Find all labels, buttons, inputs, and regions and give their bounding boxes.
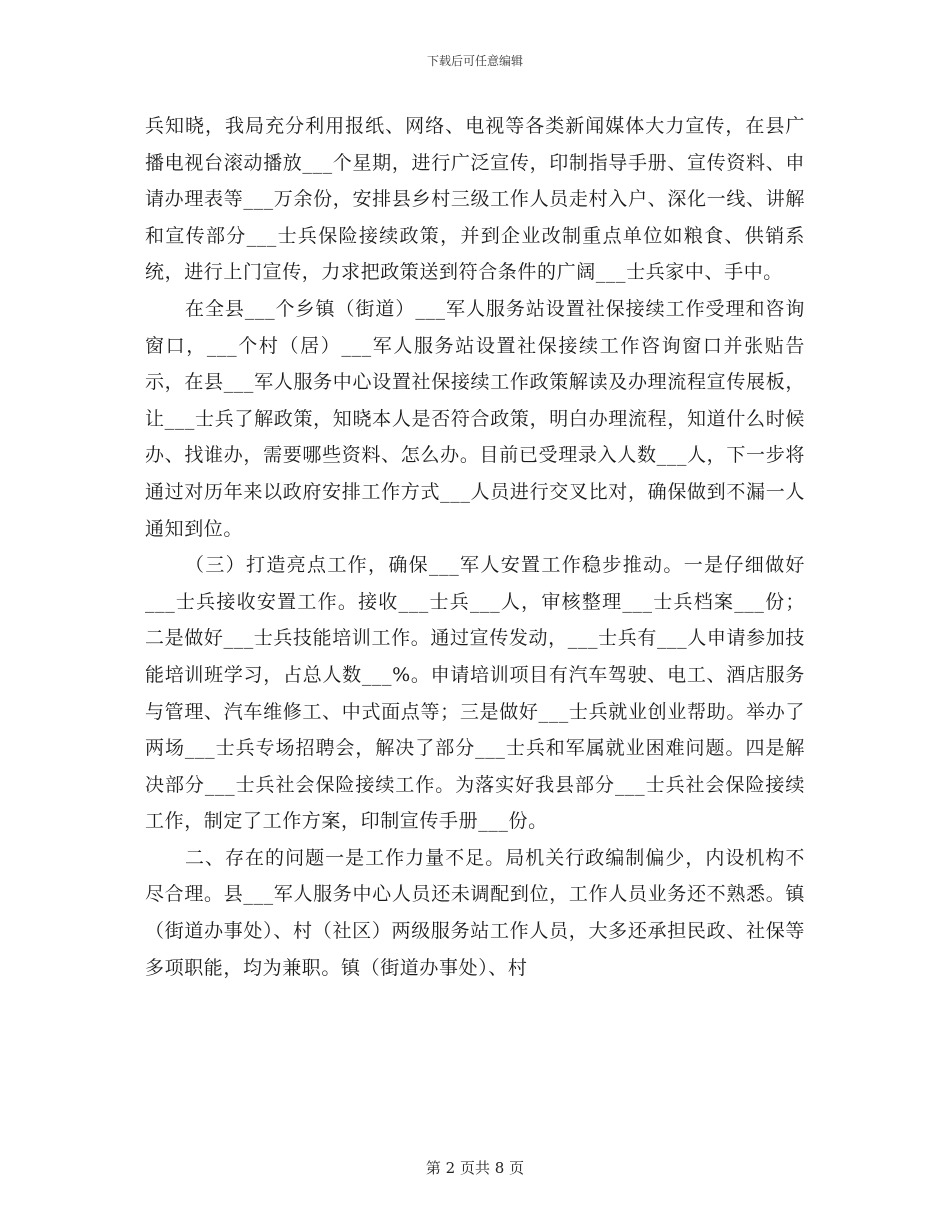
page-header-note: 下载后可任意编辑 xyxy=(426,54,523,68)
paragraph-highlight-work: （三）打造亮点工作，确保___军人安置工作稳步推动。一是仔细做好___士兵接收安置工作。接收___士兵___人，审核整理___士兵档案___份；二是做好___士兵技能培训工作。通过宣传发动，___士兵有___人申请参加技能培训班学习，占总人数___%。申请培训项目有汽车驾驶、电工、酒店服务与管理、汽车维修工、中式面点等；三是做好___士兵就业创业帮助。举办了两场___士兵专场招聘会，解决了部分___士兵和军属就业困难问题。四是解决部分___士兵社会保险接续工作。为落实好我县部分___士兵社会保险接续工作，制定了工作方案，印制宣传手册___份。 xyxy=(145,554,805,833)
document-body xyxy=(145,108,805,986)
page-number: 第 2 页共 8 页 xyxy=(425,1159,525,1177)
paragraph-service-stations: 在全县___个乡镇（街道）___军人服务站设置社保接续工作受理和咨询窗口，___个村（居）___军人服务站设置社保接续工作咨询窗口并张贴告示，在县___军人服务中心设置社保接续工作政策解读及办理流程宣传展板，让___士兵了解政策，知晓本人是否符合政策，明白办理流程，知道什么时候办、找谁办，需要哪些资料、怎么办。目前已受理录入人数___人，下一步将通过对历年来以政府安排工作方式___人员进行交叉比对，确保做到不漏一人通知到位。 xyxy=(145,297,805,540)
paragraph-continuation: 兵知晓，我局充分利用报纸、网络、电视等各类新闻媒体大力宣传，在县广播电视台滚动播放___个星期，进行广泛宣传，印制指导手册、宣传资料、申请办理表等___万余份，安排县乡村三级工作人员走村入户、深化一线、讲解和宣传部分___士兵保险接续政策，并到企业改制重点单位如粮食、供销系统，进行上门宣传，力求把政策送到符合条件的广阔___士兵家中、手中。 xyxy=(145,115,805,284)
paragraph-existing-problems: 二、存在的问题一是工作力量不足。局机关行政编制偏少，内设机构不尽合理。县___军人服务中心人员还未调配到位，工作人员业务还不熟悉。镇（街道办事处）、村（社区）两级服务站工作人员，大多还承担民政、社保等多项职能，均为兼职。镇（街道办事处）、村 xyxy=(145,846,805,979)
